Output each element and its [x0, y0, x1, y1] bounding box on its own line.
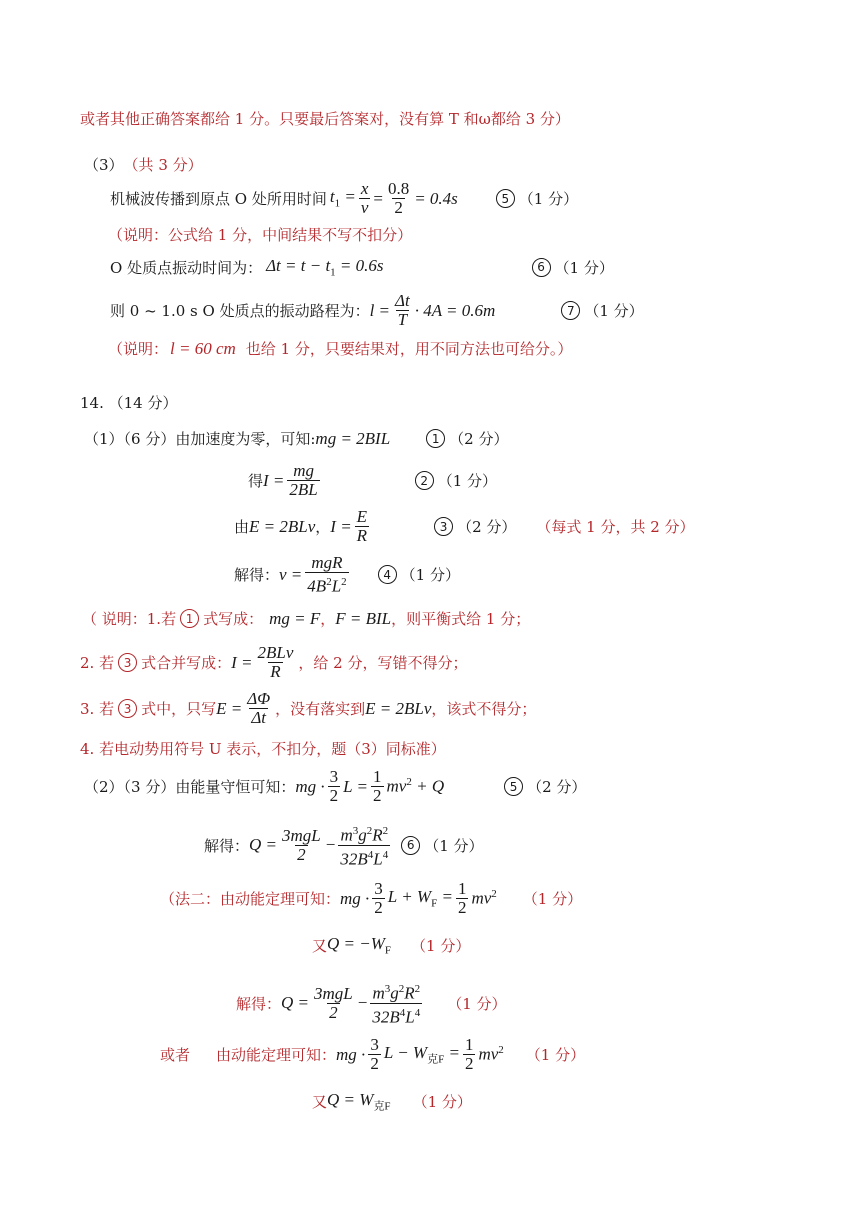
question-title: 14. （14 分）	[80, 394, 178, 412]
math-part: mg ·	[336, 1044, 366, 1064]
fraction-heat-term	[338, 822, 390, 868]
score: （1 分）	[412, 1093, 472, 1112]
wave-time-line: 机械波传播到原点 O 处所用时间 $t_1$ = $\frac{x}{v}$ = $\frac{0.8}{2}$ = 0.4s 5 （1 分）	[110, 179, 579, 217]
circled-mark-icon: 3	[118, 653, 137, 672]
fraction-1-2	[463, 1036, 476, 1073]
note-line-6	[80, 690, 536, 727]
circled-mark-icon: 1	[180, 609, 199, 628]
separator: ，	[315, 518, 331, 536]
fraction-dPhi-dt	[245, 690, 272, 727]
part-2-line	[84, 768, 586, 805]
method-2-result-line	[236, 980, 507, 1026]
math-lhs: l =	[369, 300, 391, 320]
math-part: =	[444, 1042, 460, 1062]
fraction-3-2	[372, 880, 385, 917]
fraction-denominator: 2	[370, 1054, 379, 1073]
math-part: mg ·	[295, 776, 325, 796]
fraction-numerator: 1	[373, 767, 382, 786]
circled-mark-icon: 3	[434, 517, 453, 536]
part-1-line	[84, 428, 508, 449]
fraction-numerator: 3	[374, 879, 383, 898]
score: （1 分）	[424, 836, 484, 855]
math-part: mv	[478, 1044, 499, 1064]
math-sub: 1	[330, 266, 336, 279]
fraction-denominator: 2	[464, 1054, 474, 1073]
math-lhs: Q =	[281, 993, 310, 1013]
note-suffix: 也给 1 分，只要结果对，用不同方法也可给分。）	[245, 340, 573, 358]
fraction-numerator: 0.8	[387, 179, 410, 198]
line-text: 解得：	[204, 836, 250, 855]
math-eq: E = 2BLv	[365, 698, 432, 718]
math-expr: Δt = t − t	[266, 256, 331, 275]
fraction-3mgL-2	[280, 827, 323, 864]
note-line-3	[108, 338, 572, 359]
math-eq: l = 60 cm	[170, 338, 236, 358]
math-lhs: I =	[263, 470, 285, 490]
math-lhs: v =	[279, 564, 303, 584]
score: （2 分）	[527, 778, 587, 796]
circled-mark-icon: 5	[496, 189, 515, 208]
math-lhs: t	[329, 187, 335, 207]
num-part: g	[358, 825, 367, 845]
note-suffix: ，给 2 分，写错不得分；	[298, 654, 468, 672]
math-eq: F = BIL	[335, 608, 392, 628]
note-middle: 式合并写成：	[141, 654, 232, 672]
fraction-denominator: 2BL	[289, 480, 318, 499]
den-part: L	[405, 1007, 415, 1027]
den-sup: 4	[367, 848, 374, 861]
note-text: 4. 若电动势用符号 U 表示，不扣分，题（3）同标准）	[80, 740, 446, 758]
note-middle: ，没有落实到	[275, 700, 366, 718]
num-part: g	[390, 983, 399, 1003]
fraction-velocity	[305, 554, 348, 596]
score: （1 分）	[400, 566, 460, 585]
math-eq: Q = −W	[327, 934, 385, 953]
math-eq: Q = W	[327, 1090, 374, 1109]
math-part: L + W	[387, 887, 432, 907]
score: （1 分）	[522, 890, 583, 908]
method-2-line	[160, 880, 582, 917]
fraction-denominator: 2	[329, 1002, 338, 1022]
line-text: 又	[312, 1093, 328, 1112]
num-part: m	[372, 983, 385, 1003]
circled-mark-icon: 3	[118, 699, 137, 718]
fraction-dt-T	[393, 292, 412, 329]
line-text: 由	[234, 518, 250, 536]
note-line-2	[108, 224, 412, 245]
velocity-line	[234, 554, 460, 596]
num-sup: 2	[414, 983, 421, 995]
fraction-denominator: 2	[373, 786, 382, 805]
math-sub: F	[431, 897, 438, 910]
note-prefix: （ 说明：1.若	[82, 610, 177, 628]
vibration-time-line	[110, 256, 614, 278]
math-lhs: I =	[231, 652, 253, 672]
fraction-denominator: 2	[394, 198, 403, 217]
math-result: = 0.6s	[335, 256, 384, 275]
fraction-denominator: 2	[329, 786, 339, 805]
den-sup: 4	[399, 1006, 406, 1019]
math-part: mv	[471, 888, 492, 908]
circled-mark-icon: 5	[504, 777, 523, 796]
fraction-numerator: ΔΦ	[247, 689, 271, 708]
score: （1 分）	[518, 190, 579, 208]
fraction-x-v	[359, 180, 371, 217]
math-lhs: I =	[330, 516, 352, 536]
line-prefix: 或者	[160, 1046, 191, 1064]
note-text: （说明：公式给 1 分，中间结果不写不扣分）	[108, 226, 413, 244]
fraction-denominator	[305, 572, 348, 596]
math-sub: 1	[334, 197, 341, 210]
note-line-5	[80, 644, 467, 681]
num-sup: 3	[352, 825, 359, 837]
part-3-heading	[84, 154, 203, 175]
fraction-numerator: Δt	[395, 291, 410, 310]
math-minus: −	[357, 993, 368, 1013]
fraction-heat-term	[370, 980, 422, 1026]
score: （1 分）	[525, 1046, 586, 1064]
line-text: 解得：	[236, 994, 282, 1013]
fraction-numerator: E	[356, 507, 368, 526]
math-minus: −	[325, 835, 336, 855]
vibration-path-line	[110, 292, 644, 329]
note-text: 或者其他正确答案都给 1 分。只要最后答案对，没有算 T 和ω都给 3 分）	[80, 110, 570, 128]
fraction-numerator: 1	[464, 1035, 474, 1054]
part-number: （3）	[84, 156, 124, 174]
note-middle: 式中，只写	[141, 700, 217, 718]
fraction-numerator: mg	[293, 461, 314, 480]
fraction-denominator: R	[270, 662, 281, 681]
fraction-denominator: v	[360, 198, 369, 217]
fraction-numerator: 1	[457, 879, 467, 898]
line-text: （法二：由动能定理可知：	[160, 890, 341, 908]
note-prefix: 3. 若	[80, 700, 115, 718]
math-lhs: Q =	[249, 835, 278, 855]
line-text: 又	[312, 936, 328, 955]
note-suffix: ，则平衡式给 1 分；	[391, 610, 531, 628]
note-prefix: （说明：	[108, 340, 169, 358]
part-score: （共 3 分）	[123, 156, 203, 174]
math-result: = 0.4s	[414, 188, 458, 208]
fraction-denominator: R	[356, 526, 368, 545]
note-suffix: ，该式不得分；	[431, 700, 537, 718]
fraction-1-2	[371, 768, 384, 805]
math-eq: mg = 2BIL	[315, 428, 391, 448]
score-note: （每式 1 分，共 2 分）	[536, 518, 695, 536]
note-line-7	[80, 738, 446, 759]
fraction-denominator: T	[397, 310, 408, 329]
fraction-numerator: mgR	[311, 553, 343, 572]
fraction-1-2	[456, 880, 469, 917]
fraction-mg-2BL	[287, 462, 319, 499]
line-text: （2）（3 分）由能量守恒可知：	[84, 778, 296, 796]
fraction-denominator: 2	[374, 898, 383, 917]
num-part: R	[404, 983, 415, 1003]
den-sup: 2	[341, 576, 347, 588]
score: （1 分）	[437, 472, 498, 490]
fraction-denominator: 2	[297, 844, 306, 864]
math-eq: E = 2BLv	[249, 516, 316, 536]
den-sup: 4	[414, 1006, 421, 1019]
alternative-line	[160, 1036, 585, 1073]
line-text: 得	[248, 472, 264, 490]
math-sub: 克F	[427, 1053, 445, 1066]
math-part: =	[437, 887, 453, 907]
circled-mark-icon: 6	[401, 836, 420, 855]
math-eq: mg = F	[269, 608, 321, 628]
math-sub: 克F	[373, 1100, 391, 1113]
math-sup: 2	[406, 776, 412, 789]
heat-result-line	[204, 822, 484, 868]
math-sup: 2	[498, 1044, 504, 1057]
fraction-2BLv-R	[256, 644, 296, 681]
question-14-heading	[80, 392, 177, 413]
note-line-1	[80, 108, 570, 129]
circled-mark-icon: 6	[532, 258, 551, 277]
den-part: 32B	[340, 849, 368, 869]
num-sup: 3	[384, 983, 391, 995]
math-part: mg ·	[340, 888, 370, 908]
fraction-3-2	[328, 768, 341, 805]
fraction-denominator: Δt	[251, 708, 267, 727]
line-text: O 处质点振动时间为：	[110, 258, 263, 277]
den-sup: 4	[382, 848, 389, 861]
fraction-E-R	[355, 508, 369, 545]
fraction-value	[386, 180, 411, 217]
score: （1 分）	[584, 302, 644, 320]
math-part: L − W	[383, 1042, 428, 1062]
fraction-numerator: 3	[370, 1035, 379, 1054]
fraction-denominator: 2	[457, 898, 467, 917]
math-lhs: E =	[216, 698, 243, 718]
num-sup: 2	[398, 983, 405, 995]
fraction-numerator: 3mgL	[282, 825, 321, 845]
fraction-3-2	[368, 1036, 381, 1073]
line-text: 则 0 ~ 1.0 s O 处质点的振动路程为：	[110, 302, 370, 320]
circled-mark-icon: 4	[378, 565, 397, 584]
score: （2 分）	[449, 430, 509, 448]
line-text: 由动能定理可知：	[216, 1046, 337, 1064]
math-part: + Q	[411, 776, 445, 796]
note-prefix: 2. 若	[80, 654, 115, 672]
math-part: mv	[386, 776, 407, 796]
num-sup: 2	[382, 825, 389, 837]
den-part: 4B	[307, 576, 327, 596]
den-part: L	[331, 576, 342, 596]
num-part: R	[372, 825, 383, 845]
circled-mark-icon: 7	[561, 301, 580, 320]
den-part: L	[373, 849, 383, 869]
separator: ，	[320, 610, 336, 628]
num-part: m	[340, 825, 353, 845]
fraction-numerator: 3mgL	[314, 983, 353, 1003]
math-sub: F	[384, 944, 392, 957]
method-2-heat-line	[312, 934, 470, 956]
current-line	[248, 462, 497, 499]
note-middle: 式写成：	[203, 610, 264, 628]
note-line-4	[82, 608, 530, 629]
line-text: （1）（6 分）由加速度为零，可知:	[84, 430, 316, 448]
den-sup: 2	[326, 576, 332, 588]
circled-mark-icon: 2	[415, 471, 434, 490]
emf-line	[234, 508, 695, 545]
score: （1 分）	[411, 936, 471, 955]
math-part: L =	[343, 776, 369, 796]
fraction-numerator: 3	[329, 767, 339, 786]
circled-mark-icon: 1	[426, 429, 445, 448]
line-text: 机械波传播到原点 O 处所用时间	[110, 190, 327, 208]
fraction-numerator: 2BLv	[257, 643, 294, 662]
score: （1 分）	[554, 258, 614, 277]
line-text: 解得：	[234, 566, 280, 585]
fraction-numerator: x	[360, 179, 369, 198]
score: （2 分）	[457, 518, 517, 536]
math-result: · 4A = 0.6m	[414, 300, 496, 320]
math-sup: 2	[491, 888, 497, 901]
den-part: 32B	[372, 1007, 400, 1027]
score: （1 分）	[447, 994, 507, 1013]
num-sup: 2	[366, 825, 373, 837]
alternative-heat-line	[312, 1090, 472, 1113]
fraction-3mgL-2	[312, 985, 355, 1022]
